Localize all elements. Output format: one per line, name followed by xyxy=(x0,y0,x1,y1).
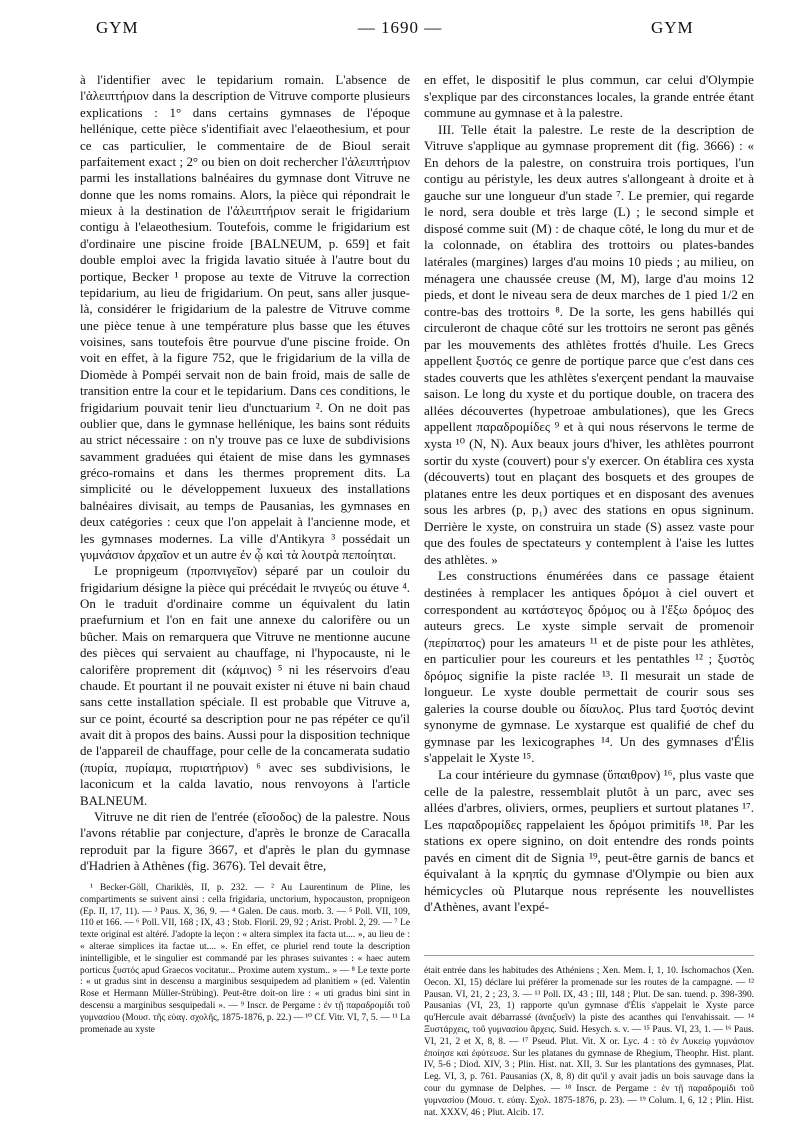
paragraph: Vitruve ne dit rien de l'entrée (εἴσοδος) de la palestre. Nous l'avons rétablie par conjecture, d'après le bronze de Caracalla reproduit par la figure 3667, et d'après le plan du gymnase d'Hadrien à Athènes (fig. 3676). Tel devait être, xyxy=(80,808,410,873)
paragraph: Les constructions énumérées dans ce passage étaient destinées à remplacer les antiques δρόμοι à ciel ouvert et correspondent au κατάστεγος δρόμος ou à l'ἔξω δρόμος des auteurs grecs. Le xyste simple servait de promenoir (περίπατος) pour les amateurs ¹¹ et de piste pour les athlètes, en particulier pour les coureurs et les pentathles ¹² ; ξυστὸς δρόμος signifie la piste raclée ¹³. Il mesurait un stade de longueur. Le xyste double permettait de courir sous ses galeries la course double ou δίαυλος. Plus tard ξυστός devint synonyme de gymnase. Le xystarque est qualifié de chef du gymnase par les lexicographes ¹⁴. Un des gymnases d'Élis s'appelait le Xyste ¹⁵. xyxy=(424,568,754,766)
paragraph: Le propnigeum (προπνιγεῖον) séparé par un couloir du frigidarium désigne la pièce qui précédait le πνιγεύς ou étuve ⁴. On le traduit d'ordinaire comme un équivalent du latin praefurnium et l'on en fait une annexe du calorifère ou un bûcher. Mais on remarquera que Vitruve ne mentionne aucune des pièces qui servaient au chauffage, ni l'hypocauste, ni le calorifère proprement dit (κάμινος) ⁵ ni les réservoirs d'eau chaude. Et pourtant il ne pouvait exister ni étuve ni bain chaud sans cette installation spéciale. Il est probable que Vitruve a, sur ce point, écourté sa description pour ne pas répéter ce qu'il avait dit à propos des bains. Aussi pour la disposition technique de l'appareil de chauffage, pour celle de la concamerata sudatio (πυρία, πυρίαμα, πυριατήριον) ⁶ avec ses subdivisions, le laconicum et la calda lavatio, nous renvoyons à l'article BALNEUM. xyxy=(80,563,410,808)
paragraph: en effet, le dispositif le plus commun, car celui d'Olympie s'explique par des circonstances locales, la grande entrée étant commune au gymnase et à la palestre. xyxy=(424,72,754,121)
footnote-text: était entrée dans les habitudes des Athéniens ; Xen. Mem. I, 1, 10. Ischomachos (Xen. Oecon. XI, 15) déclare lui préférer la promenade sur les routes de la campagne. — ¹² Pausan. VI, 21, 2 ; 23, 3. — ¹³ Poll. IX, 43 ; III, 148 ; Plut. De san. tuend. p. 398-390. Pausanias (VI, 23, 1) rapporte qu'un gymnase d'Élis s'appelait le Xyste parce qu'Hercule avait débarrassé (ἀναξυεῖν) la piste des acanthes qui l'envahissait. — ¹⁴ Ξυστάρχεις, τοῦ γυμνασίου ἄρχεις. Suid. Hesych. s. v. — ¹⁵ Paus. VI, 23, 1. — ¹⁶ Paus. VI, 21, 2 et X, 8, 8. — ¹⁷ Pseud. Plut. Vit. X or. Lyc. 4 : τὸ ἐν Λυκείῳ γυμνάσιον ἐποίησε καὶ ἐφύτευσε. Sur les platanes du gymnase de Rhegium, Theophr. Hist. plant. IV, 5-6 ; Diod. XIV, 3 ; Plin. Hist. nat. XII, 3. Sur les plantations des gymnases, Plat. Leg. VI, 3, p. 761. Pausanias (X, 8, 8) dit qu'il y avait jadis un bois sauvage dans la cour du gymnase de Delphes. — ¹⁸ Inscr. de Pergame : ἐν τῇ παραδρομίδι τοῦ γυμνασίου (Μουσ. τ. εὐαγ. Σχολ. 1875-1876, p. 23). — ¹⁹ Colum. I, 6, 12 ; Plin. Hist. nat. XXXV, 46 ; Plut. Alcib. 17. xyxy=(424,966,754,1118)
footnotes-left xyxy=(80,883,410,1036)
footnote-text: ¹ Becker-Göll, Chariklès, II, p. 232. — ² Au Laurentinum de Pline, les compartiments se suivent ainsi : cella frigidaria, unctorium, hypocauston, propnigeon (Ep. II, 17, 11). — ³ Paus. X, 36, 9. — ⁴ Galen. De caus. morb. 3. — ⁵ Poll. VII, 109, 110 et 166. — ⁶ Poll. VII, 168 ; IX, 43 ; Stob. Floril. 29, 92 ; Arist. Probl. 2, 29. — ⁷ Le texte original est altéré. J'adopte la leçon : « altera simplex ita facta ut.... », au lieu de : « alterae simplices ita factae ut.... ». En effet, ce pluriel rend toute la description inintelligible, et le singulier est commandé par les phrases suivantes : « haec autem porticus ξυστός apud Graecos vocitatur... Proxime autem xystum.. » — ⁸ Le texte porte : « ut gradus sint in descensu a marginibus sesquipedem ad planitiem » (ed. Valentin Rose et Hermann Müller-Strübing). Peut-être doit-on lire : « uti gradus bini sint in descensu a marginibus sesquipedali ». — ⁹ Inscr. de Pergame : ἐν τῇ παραδρομίδι τοῦ γυμνασίου (Μουσ. τῆς εὐαγ. σχολῆς, 1875-1876, p. 22.) — ¹⁰ Cf. Vitr. VI, 7, 5. — ¹¹ La promenade au xyste xyxy=(80,883,410,1035)
paragraph: à l'identifier avec le tepidarium romain. L'absence de l'ἀλειπτήριον dans la description de Vitruve comporte plusieurs explications : 1° dans certains gymnases de l'époque hellénique, cette pièce s'identifiait avec l'elaeothesium, et pour ce cas particulier, le commentaire de de Bioul serait parfaitement exact ; 2° ou bien on doit rechercher l'ἀλειπτήριον parmi les installations balnéaires du gymnase dont Vitruve ne donne que les noms romains. Alors, la pièce qui répondrait le mieux à la destination de l'ἀλειπτήριον serait le frigidarium contigu à l'elaeothesium. Toutefois, comme le frigidarium est d'ordinaire une piscine froide [BALNEUM, p. 659] et fait double emploi avec la frigida lavatio située à l'autre bout du portique, Becker ¹ propose au texte de Vitruve la correction tepidarium, au lieu de frigidarium. On peut, sans aller jusque-là, considérer le frigidarium de la palestre de Vitruve comme une pièce tenue à une température plus basse que les étuves voisines, sans toutefois être pourvue d'une piscine froide. On voit en effet, à la figure 752, que le frigidarium de la villa de Diomède à Pompéi servait non de bain froid, mais de salle de transition entre la cour et le tepidarium. Dans ces conditions, le frigidarium pouvait tenir lieu d'unctuarium ². On ne doit pas oublier que, dans le gymnase hellénique, les bains sont réduits au strict nécessaire : on n'y trouve pas ce luxe de subdivisions savamment graduées qui étaient de mise dans les gymnases gréco-romains et dans les thermes proprement dits. La simplicité ou le développement luxueux des installations balnéaires divisait, au temps de Pausanias, les gymnases en deux catégories : ceux que l'on appelait à l'ancienne mode, et les gymnases modernes. La ville d'Antikyra ³ possédait un γυμνάσιον ἀρχαῖον et un autre ἐν ᾧ καὶ τὰ λουτρὰ πεποίηται. xyxy=(80,72,410,562)
page-header xyxy=(0,18,800,48)
left-column xyxy=(80,72,410,874)
footnotes-right xyxy=(424,966,754,1119)
page-number: — 1690 — xyxy=(357,18,443,37)
paragraph: La cour intérieure du gymnase (ὕπαιθρον) ¹⁶, plus vaste que celle de la palestre, ressemblait plutôt à un parc, avec ses allées d'arbres, oliviers, ormes, peupliers et surtout platanes ¹⁷. Les παραδρομίδες rappelaient les δρόμοι primitifs ¹⁸. Par les stations ex opere signino, on doit entendre des ronds points pavés en ciment dit de Signia ¹⁹, peut-être garnis de bancs et équivalant à la κρηπίς du gymnase d'Olympie ou bien aux hémicycles où Plutarque nous représente les nouvellistes d'Athènes, avant l'expé- xyxy=(424,766,754,915)
running-head-left: GYM xyxy=(96,18,139,37)
running-head-right: GYM xyxy=(651,18,694,37)
footnote-divider xyxy=(424,955,754,956)
right-column xyxy=(424,72,754,916)
paragraph: III. Telle était la palestre. Le reste de la description de Vitruve s'applique au gymnase proprement dit (fig. 3666) : « En dehors de la palestre, on construira trois portiques, l'un contigu au péristyle, les deux autres s'allongeant à droite et à gauche sur une longueur d'un stade ⁷. Le premier, qui regarde le nord, sera double et très large (L) ; le second simple et disposé comme suit (M) : de chaque côté, le long du mur et de la colonnade, on établira des trottoirs ou plates-bandes latérales (margines) larges d'au moins 10 pieds ; au milieu, on ménagera une chaussée creuse (M, M), large d'au moins 12 pieds, et dont le niveau sera de deux marches de 1 pied 1/2 en contre-bas des trottoirs ⁸. De la sorte, les gens habillés qui circuleront de chaque côté sur les trottoirs ne seront pas gênés par les mouvements des athlètes frottés d'huile. Les Grecs appellent ξυστός ce genre de portique parce que c'est dans ces stades couverts que les athlètes s'exerçent pendant la mauvaise saison. Le long du xyste et du portique double, on tracera des allées découvertes (hypetroae ambulationes), que les Grecs appellent παραδρομίδες ⁹ et à qui nous réservons le terme de xysta ¹⁰ (N, N). Aux beaux jours d'hiver, les athlètes pourront sortir du xyste (couvert) pour s'y exercer. On établira ces xysta (découverts) tout en plaçant des bosquets et des groupes de platanes entre les deux portiques et en disposant des avenues sous les arbres (p, p₁) avec des stations en opus signinum. Derrière le xyste, on construira un stade (S) assez vaste pour que des foules de spectateurs y contemplent à l'aise les luttes des athlètes. » xyxy=(424,121,754,567)
